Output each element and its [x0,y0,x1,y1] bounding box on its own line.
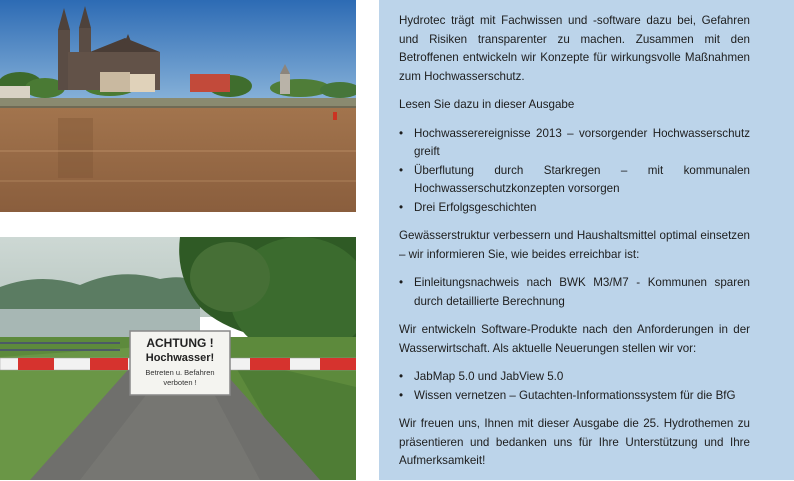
list-item-text: Einleitungsnachweis nach BWK M3/M7 - Kommunen sparen durch detaillierte Berechnung [414,276,750,308]
list-item-text: Wissen vernetzen – Gutachten-Informationssystem für die BfG [414,388,736,402]
flood-barrier-photo [0,237,356,480]
closing-paragraph: Wir freuen uns, Ihnen mit dieser Ausgabe die 25. Hydrothemen zu präsentieren und bedanken uns für Ihre Unterstützung und Ihre Aufmerksamkeit! [399,417,750,467]
intro-paragraph: Hydrotec trägt mit Fachwissen und -software dazu bei, Gefahren und Risiken transparenter zu machen. Zusammen mit den Betroffenen entwickeln wir Konzepte für wirkungsvolle Maßnahmen zum Hochwasserschutz. [399,14,750,83]
sign-line-3: Betreten u. Befahren [145,368,215,377]
sign-line-4: verboten ! [163,378,197,387]
lead-paragraph-1: Lesen Sie dazu in dieser Ausgabe [399,98,575,111]
list-item [399,387,750,406]
list-item [399,199,750,218]
bullet-icon: • [399,388,404,402]
bullet-icon: • [399,126,404,140]
topic-list-1 [399,125,750,218]
topic-list-3 [399,368,750,405]
list-item-text: JabMap 5.0 und JabView 5.0 [414,370,564,383]
lead-paragraph-3: Wir entwickeln Software-Produkte nach den Anforderungen in der Wasserwirtschaft. Als aktuelle Neuerungen stellen wir vor: [399,323,750,355]
photo-river-scene [0,0,356,212]
list-item [399,368,750,387]
bullet-icon: • [399,163,404,177]
article-content [399,12,750,481]
text-panel [379,0,794,480]
flood-river-cathedral-photo [0,0,356,212]
lead-paragraph-2: Gewässerstruktur verbessern und Haushaltsmittel optimal einsetzen – wir informieren Sie, wie beides erreichbar ist: [399,229,750,261]
photo-barrier-scene [0,237,356,480]
bullet-icon: • [399,276,404,289]
list-item-text: Überflutung durch Starkregen – mit kommunalen Hochwasserschutzkonzepten vorsorgen [414,163,750,195]
list-item-text: Drei Erfolgsgeschichten [414,200,537,214]
sign-line-1: ACHTUNG ! [146,336,214,350]
list-item-text: Hochwasserereignisse 2013 – vorsorgender Hochwasserschutz greift [414,126,750,158]
bullet-icon: • [399,370,404,383]
topic-list-2 [399,274,750,311]
list-item [399,274,750,311]
bullet-icon: • [399,200,404,214]
sign-line-2: Hochwasser! [145,352,215,364]
list-item [399,162,750,199]
list-item [399,125,750,162]
